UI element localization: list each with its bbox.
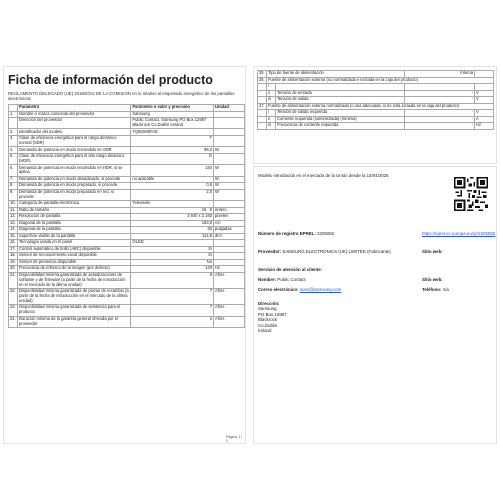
row-number: 17. bbox=[10, 245, 16, 251]
row-number: 12. bbox=[10, 213, 16, 219]
row-param: Frecuencia de refresco de la imagen (por defecto) bbox=[17, 266, 130, 273]
row-value: No bbox=[131, 259, 214, 266]
row-param: Sensor de presencia disponible bbox=[17, 259, 130, 266]
row-value: 0,5 bbox=[131, 183, 214, 190]
address-line: Co.Dublin bbox=[258, 322, 278, 328]
row-unit: Años bbox=[214, 288, 245, 304]
address-line: Blackrock bbox=[258, 317, 278, 323]
row-number: 7. bbox=[9, 176, 18, 183]
regulation-text: REGLAMENTO DELEGADO (UE) 2019/2013 DE LA COMISIÓN en lo relativo al etiquetado energético de las pantallas electrónicas bbox=[8, 91, 235, 102]
row-param: Demanda de potencia en modo encendido en SDR bbox=[17, 147, 130, 154]
row-unit: píxeles bbox=[214, 214, 245, 221]
row-number: 20. bbox=[10, 265, 16, 271]
row-value: F bbox=[131, 135, 214, 146]
row-param: Resolución de pantalla bbox=[17, 214, 130, 221]
row-param: Demanda de potencia en modo desactivado, si procede bbox=[17, 176, 130, 183]
address-block: Dirección: Samsung PO Box 12987 Blackrock Co.Dublin Ireland bbox=[258, 301, 287, 334]
power-cell-u: V bbox=[475, 110, 494, 117]
power-cell-p: Fuente de alimentación externa normalizada (o una adecuada, si no está incluida en la caja del producto) bbox=[266, 103, 493, 110]
customer-service-heading: Servicio de atención al cliente: bbox=[258, 267, 323, 272]
table-row bbox=[9, 272, 245, 288]
row-param: Superficie visible de la pantalla bbox=[17, 233, 130, 240]
header-value: Parámetro o valor y precisión bbox=[131, 105, 214, 112]
table-row bbox=[9, 165, 245, 176]
row-unit: Años bbox=[214, 305, 245, 316]
row-number: 16. bbox=[10, 239, 16, 245]
row-value: Sí bbox=[131, 246, 214, 253]
row-param: Duración mínima de la garantía general ofrecida por el proveedor bbox=[17, 316, 130, 327]
row-param: Tecnología usada en el panel bbox=[17, 240, 130, 247]
table-row bbox=[258, 123, 494, 130]
row-unit: W bbox=[214, 189, 245, 200]
power-cell-v: - bbox=[405, 116, 475, 123]
row-unit: W bbox=[214, 176, 245, 183]
row-unit: cm bbox=[214, 220, 245, 227]
row-number: 11. bbox=[9, 207, 18, 214]
header-param: Parámetro bbox=[17, 105, 130, 112]
table-row bbox=[9, 288, 245, 304]
row-number: 5. bbox=[9, 153, 18, 164]
supplier-name: SAMSUNG ELECTRONICS (UK) LIMITED (Fabricante) bbox=[282, 249, 391, 254]
power-cell-u: V bbox=[475, 90, 494, 97]
row-value: 3 840 x 2 160 bbox=[131, 214, 214, 221]
row-value: 8 bbox=[131, 272, 214, 288]
table-row bbox=[9, 189, 245, 200]
table-row bbox=[9, 153, 245, 164]
power-cell-v: - bbox=[405, 110, 475, 117]
row-number: 22. bbox=[9, 288, 18, 304]
row-number: 21. bbox=[9, 272, 18, 288]
power-cell-u: Hz bbox=[475, 123, 494, 130]
power-cell-p: Frecuencia de corriente requerida bbox=[275, 123, 404, 130]
product-info-sheet bbox=[3, 66, 246, 444]
phone-value: n/a bbox=[442, 287, 449, 292]
power-cell-b: i bbox=[266, 110, 275, 117]
row-number: 15. bbox=[10, 232, 16, 238]
power-cell-a: 27. bbox=[259, 102, 265, 108]
row-number: 9. bbox=[9, 189, 18, 200]
row-unit: dm² bbox=[214, 233, 245, 240]
power-cell-b: ii bbox=[266, 90, 275, 97]
address-line: Ireland bbox=[258, 328, 272, 334]
row-param: Disponibilidad mínima garantizada de asistencia para el producto bbox=[17, 305, 130, 316]
row-param: Ratio de tamaño bbox=[17, 207, 130, 214]
row-param: Demanda de potencia en modo preparado en red, si procede bbox=[17, 189, 130, 200]
supplier-row: Proveedor: SAMSUNG ELECTRONICS (UK) LIMITED (Fabricante) bbox=[258, 249, 391, 254]
row-value: 184 bbox=[131, 165, 214, 176]
row-value: OLED bbox=[131, 240, 214, 247]
row-value: Samsung bbox=[131, 111, 214, 118]
row-value: 114,8 bbox=[131, 233, 214, 240]
power-cell-u: V bbox=[475, 97, 494, 104]
power-cell-b: iii bbox=[266, 123, 275, 130]
row-param: Sensor de reconocimiento vocal disponible bbox=[17, 253, 130, 260]
row-param: Disponibilidad mínima garantizada de piezas de recambio (a partir de la fecha de introducción en el mercado de la última unidad) bbox=[17, 288, 130, 304]
row-unit bbox=[214, 153, 245, 164]
row-number: 14. bbox=[10, 226, 16, 232]
power-cell-v: - bbox=[405, 123, 475, 130]
eprel-number: 2205082 bbox=[317, 231, 335, 236]
row-value: Televisión bbox=[131, 201, 214, 208]
power-supply-section bbox=[253, 66, 497, 164]
power-cell-u: A bbox=[475, 116, 494, 123]
row-param: Dirección del proveedor bbox=[17, 118, 130, 129]
power-cell-p: Tensión de salida bbox=[275, 97, 404, 104]
power-cell-p: Tipo de fuente de alimentación bbox=[266, 71, 404, 78]
row-unit bbox=[214, 118, 245, 129]
supplier-website-label: Sitio web: bbox=[422, 249, 443, 254]
table-row bbox=[9, 135, 245, 146]
row-number: 13. bbox=[10, 219, 16, 225]
market-intro: Modelo introducido en el mercado de la Unión desde la 14/04/2025 bbox=[258, 173, 389, 178]
row-number: 2. bbox=[9, 129, 18, 136]
phone-row: Teléfono: n/a bbox=[422, 287, 449, 292]
row-number: 1. bbox=[9, 111, 18, 118]
contact-name: Public Contact bbox=[277, 277, 306, 282]
row-number: 4. bbox=[9, 147, 18, 154]
table-row bbox=[9, 305, 245, 316]
row-number: 10. bbox=[10, 200, 16, 206]
power-cell-b: ii bbox=[266, 116, 275, 123]
row-unit: Hz bbox=[214, 266, 245, 273]
email-row: Correo electrónico: eprel@samsung.com bbox=[258, 287, 342, 292]
row-number: 18. bbox=[10, 252, 16, 258]
power-table bbox=[257, 70, 494, 130]
contact-name-row: Nombre: Public Contact bbox=[258, 277, 306, 282]
row-param: Nombre o marca comercial del proveedor bbox=[17, 111, 130, 118]
row-param: Demanda de potencia en modo encendido en HDR, si se aplica bbox=[17, 165, 130, 176]
table-row bbox=[9, 118, 245, 129]
power-cell-v: Interna bbox=[405, 71, 475, 78]
row-value: 96,0 bbox=[131, 147, 214, 154]
page-title: Ficha de información del producto bbox=[8, 73, 213, 87]
row-unit: entero bbox=[214, 207, 245, 214]
power-cell-v: - bbox=[405, 97, 475, 104]
service-website-label: Sitio web: bbox=[422, 277, 443, 282]
power-cell-a bbox=[258, 123, 267, 130]
power-cell-v: - bbox=[405, 90, 475, 97]
power-cell-p: Corriente requerida (suministrada) (mínima) bbox=[275, 116, 404, 123]
row-param: Diagonal de la pantalla bbox=[17, 220, 130, 227]
eprel-link[interactable]: https://eprel.ec.europa.eu/qr/2205082 bbox=[422, 231, 496, 236]
row-value: Public Contact, Samsung PO Box 12987 Blackrock Co.Dublin Ireland bbox=[131, 118, 214, 129]
row-unit: Años bbox=[214, 272, 245, 288]
row-number: 19. bbox=[10, 258, 16, 264]
table-row bbox=[9, 316, 245, 327]
power-cell-a: 25. bbox=[259, 70, 265, 76]
row-param: Identificador del modelo bbox=[17, 129, 130, 136]
header-unit: Unidad bbox=[214, 105, 245, 112]
row-value: G bbox=[131, 153, 214, 164]
row-value: 163,0 bbox=[131, 220, 214, 227]
row-param: Clase de eficiencia energética para el rango dinámico normal (SDR) bbox=[17, 135, 130, 146]
row-unit: Años bbox=[214, 316, 245, 327]
row-value: no aplicable bbox=[131, 176, 214, 183]
address-line: Samsung bbox=[258, 306, 277, 312]
power-cell-a: 26. bbox=[259, 76, 265, 82]
power-cell-b: i bbox=[266, 84, 275, 91]
row-unit: W bbox=[214, 165, 245, 176]
qr-code-icon[interactable] bbox=[454, 177, 488, 211]
row-param: Demanda de potencia en modo preparado, si procede bbox=[17, 183, 130, 190]
row-param: Categoría de pantalla electrónica bbox=[17, 201, 130, 208]
row-param: Clase de eficiencia energética para el alto rango dinámico (HDR) bbox=[17, 153, 130, 164]
eprel-section bbox=[253, 166, 497, 444]
row-number: 3. bbox=[9, 135, 18, 146]
row-value: TQ65S85FAE bbox=[131, 129, 214, 136]
address-line: PO Box 12987 bbox=[258, 311, 287, 317]
row-value: 120 bbox=[131, 266, 214, 273]
row-param: Disponibilidad mínima garantizada de actualizaciones de software y de firmware (a partir de la fecha de introducción en el mercado de la última unidad) bbox=[17, 272, 130, 288]
power-cell-p: Fuente de alimentación externa (no normalizada e incluida en la caja del producto) bbox=[266, 77, 493, 84]
eprel-number-label: Número de registro EPREL: 2205082 bbox=[258, 231, 335, 236]
row-unit: W bbox=[214, 183, 245, 190]
page-number: Página 1 / 2 bbox=[226, 435, 243, 443]
row-value: 7 bbox=[131, 288, 214, 304]
email-link[interactable]: eprel@samsung.com bbox=[299, 287, 342, 292]
row-number: 8. bbox=[9, 183, 18, 190]
row-number: 24. bbox=[9, 316, 18, 327]
power-cell-b: iii bbox=[266, 97, 275, 104]
row-number: 6. bbox=[9, 165, 18, 176]
row-number bbox=[9, 118, 18, 129]
row-value: 16 : 9 bbox=[131, 207, 214, 214]
row-value: 7 bbox=[131, 305, 214, 316]
row-value: 2 bbox=[131, 316, 214, 327]
row-value: Sí bbox=[131, 253, 214, 260]
row-unit: W bbox=[214, 147, 245, 154]
row-param: Diagonal de la pantalla bbox=[17, 227, 130, 234]
row-value: 2,0 bbox=[131, 189, 214, 200]
row-value: 65 bbox=[131, 227, 214, 234]
row-param: Control automático de brillo (ABC) disponible bbox=[17, 246, 130, 253]
power-cell-p: Tensión de entrada bbox=[275, 90, 404, 97]
row-number: 23. bbox=[9, 305, 18, 316]
product-table bbox=[8, 104, 245, 328]
row-unit bbox=[214, 135, 245, 146]
row-unit: pulgadas bbox=[214, 227, 245, 234]
power-cell-p: Tensión de salida requerida bbox=[275, 110, 404, 117]
